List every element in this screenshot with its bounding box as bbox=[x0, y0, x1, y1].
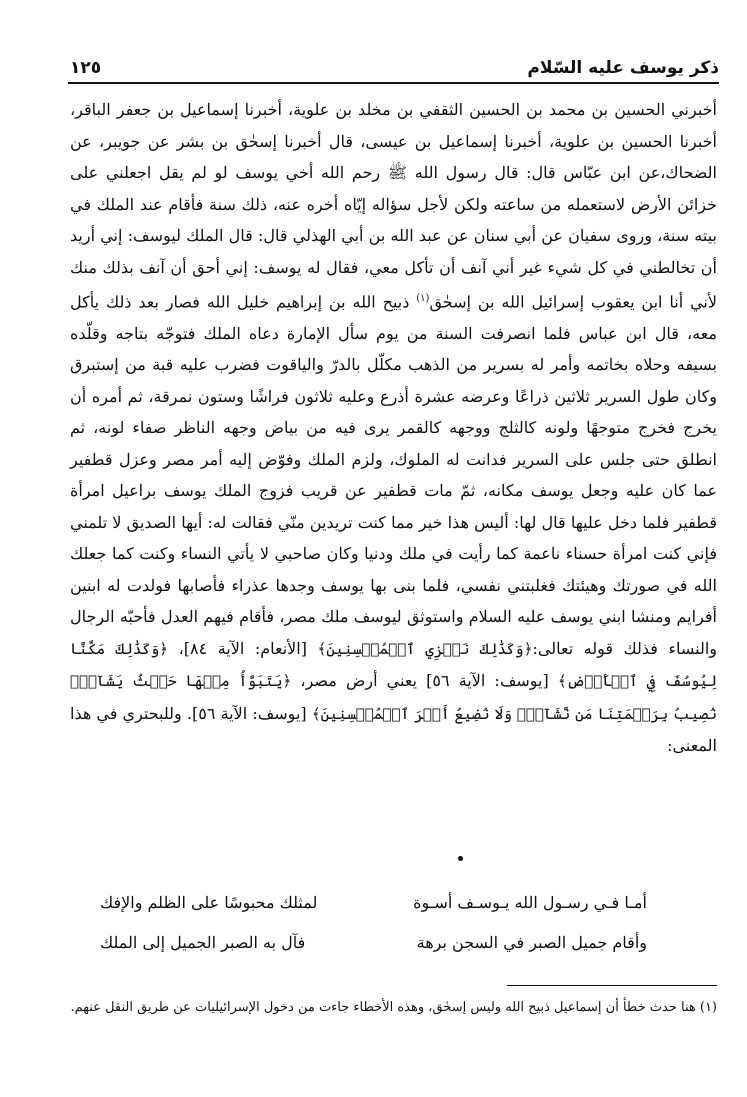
running-header bbox=[70, 52, 719, 78]
footnote-rule bbox=[507, 985, 717, 986]
verse-reference-3: [يوسف: الآية ٥٦]. وللبحتري في هذا المعنى: bbox=[70, 703, 717, 756]
verse-reference-2: [يوسف: الآية ٥٦] يعني أرض مصر، bbox=[291, 671, 558, 691]
verse-reference-1: [الأنعام: الآية ٨٤]، bbox=[168, 638, 318, 658]
poem bbox=[100, 883, 647, 963]
main-paragraph bbox=[70, 94, 717, 762]
footnote-reference: (١) bbox=[416, 293, 430, 304]
poem-first-hemistich: أمـا فـي رسـول الله يـوسـف أسـوة bbox=[413, 893, 647, 912]
separator-dot bbox=[458, 856, 463, 861]
paragraph-text-continued: ذبيح الله بن إبراهيم خليل الله فصار بعد ذلك يأكل معه، قال ابن عباس فلما انصرفت السنة من يوم سأل الإمارة دعاه الملك فتوجّه بتاجه وقلّده بسيفه وحلاه بخاتمه وأمر له بسرير من الذهب مكلّل بالدرّ والياقوت فضرب عليه قبة من إستبرق وكان طول السرير ثلاثين ذراعًا وعرضه عشرة أذرع وعليه ثلاثون فراشًا وستون نمرقة، ثم أمره أن يخرج فخرج متوجهًا ولونه كالثلج ووجهه كالقمر يرى فيه من بياض وجهه الناظر صفاء لونه، ثم انطلق حتى جلس على السرير فدانت له الملوك، ولزم الملك وفوّض إليه أمر مصر وعزل قطفير عما كان عليه وجعل يوسف مكانه، ثمّ مات قطفير عن قريب فزوج الملك يوسف براعيل امرأة قطفير فلما دخل عليها قال لها: أليس هذا خير مما كنت تريدين منّي فقالت له: أيها الصديق لا تلمني فإني كنت امرأة حسناء ناعمة كما رأيت في ملك ودنيا وكان صاحبي لا يأتي النساء وكنت كما جعلك الله في صورتك وهيئتك فغلبتني نفسي، فلما بنى بها يوسف وجدها عذراء فأصابها فولدت له ابنين أفرايم ومنشا ابني يوسف عليه السلام واستوثق ليوسف ملك مصر، فأقام فيهم العدل فأحبّه الرجال والنساء فذلك قوله تعالى: bbox=[70, 292, 718, 658]
header-rule bbox=[68, 82, 719, 84]
footnote bbox=[70, 995, 717, 1020]
quran-verse-3: ﴿يَتَبَوَّأُ مِنۡهَا حَيۡثُ يَشَآءُۚ نُصِيبُ بِرَحۡمَتِنَا مَن نَّشَآءُۖ وَلَا نُضِيعُ أَجۡرَ ٱلۡمُحۡسِنِينَ﴾ bbox=[70, 672, 717, 723]
quran-verse-2: ﴿وَكَذَٰلِكَ مَكَّنَّا لِيُوسُفَ فِي ٱلۡأَرۡضِ﴾ bbox=[70, 639, 717, 691]
poem-verse bbox=[100, 923, 647, 963]
poem-second-hemistich: فآل به الصبر الجميل إلى الملك bbox=[100, 933, 306, 952]
poem-verse bbox=[100, 883, 647, 923]
poem-first-hemistich: وأقام جميل الصبر في السجن برهة bbox=[416, 933, 647, 952]
footnote-text: (١) هنا حدث خطأ أن إسماعيل ذبيح الله وليس إسحٰق، وهذه الأخطاء جاءت من دخول الإسرائيليات عن طريق النقل عنهم. bbox=[70, 1000, 717, 1015]
paragraph-text: أخبرني الحسين بن محمد بن الحسين الثقفي بن مخلد بن علوية، أخبرنا إسماعيل بن جعفر الباقر، أخبرنا الحسين بن علوية، أخبرنا إسماعيل بن عيسى، قال أخبرنا إسحٰق بن بشر عن جويبر، عن الضحاك،عن ابن عبّاس قال: قال رسول الله ﷺ رحم الله أخي يوسف لو لم يقل اجعلني على خزائن الأرض لاستعمله من ساعته ولكن لأجل سؤاله إيّاه أخره عنه، ذلك سنة فأقام عند الملك في بيته سنة، وروى سفيان عن أبي سنان عن عبد الله بن أبي الهذلي قال: قال الملك ليوسف: إني أريد أن تخالطني في كل شيء غير أني آنف أن تأكل معي، فقال له يوسف: إني أحق أن آنف بذلك منك لأني أنا ابن يعقوب إسرائيل الله بن إسحٰق bbox=[70, 100, 717, 312]
quran-verse-1: ﴿وَكَذَٰلِكَ نَجۡزِي ٱلۡمُحۡسِنِينَ﴾ bbox=[317, 639, 533, 658]
page-number: ١٢٥ bbox=[70, 58, 102, 78]
main-text bbox=[70, 94, 717, 762]
poem-second-hemistich: لمثلك محبوسًا على الظلم والإفك bbox=[100, 893, 318, 912]
chapter-title: ذكر يوسف عليه السّلام bbox=[527, 58, 719, 78]
